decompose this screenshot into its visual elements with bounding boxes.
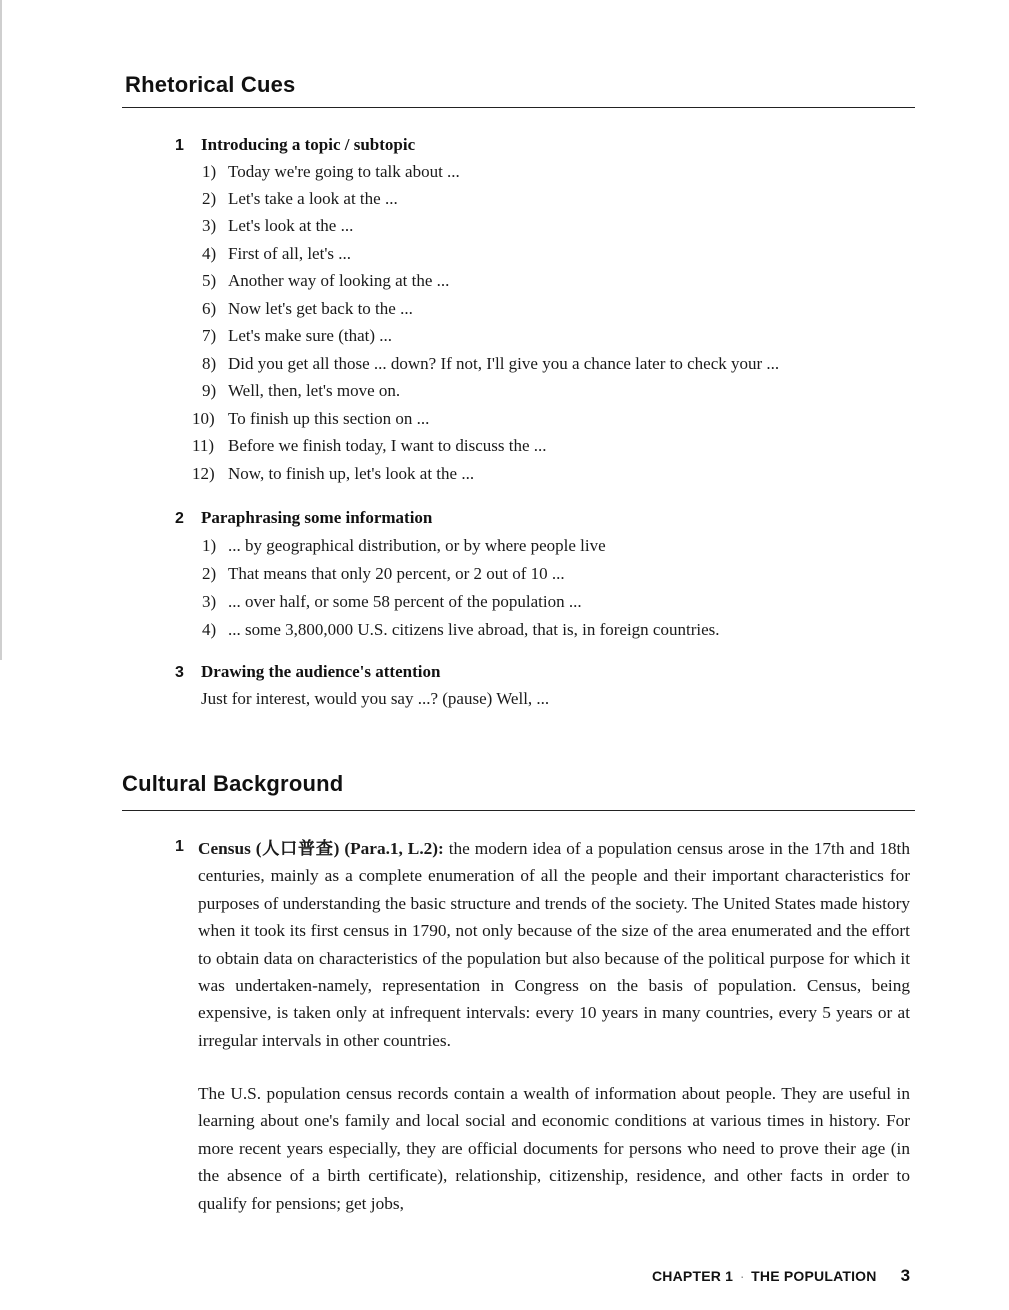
attention-example-text: Just for interest, would you say ...? (pause) Well, ... — [201, 689, 550, 708]
subsection-number: 3 — [175, 664, 184, 681]
list-item — [188, 189, 398, 209]
list-item-text: Well, then, let's move on. — [228, 381, 401, 400]
list-item-number: 12) — [192, 464, 215, 483]
census-paragraph-2: The U.S. population census records contain a wealth of information about people. They are useful in learning about one's family and local social and economic conditions at various times in history. For more recent years especially, they are official documents for persons who need to prove their age (in the absence of a birth certificate), relationship, citizenship, residence, and other facts in order to qualify for pensions; get jobs, — [198, 1084, 910, 1213]
page-number: 3 — [900, 1266, 911, 1285]
subsection-heading-text: Introducing a topic / subtopic — [201, 135, 416, 154]
list-item-text: ... by geographical distribution, or by where people live — [228, 536, 606, 555]
list-item-number: 3) — [202, 592, 217, 611]
list-item — [188, 564, 565, 584]
list-item — [188, 536, 606, 556]
list-item-text: Today we're going to talk about ... — [228, 162, 460, 181]
footer-chapter-title: THE POPULATION — [751, 1268, 877, 1284]
subsection-heading-1 — [175, 135, 415, 155]
subsection-heading-text: Drawing the audience's attention — [201, 662, 441, 681]
list-item — [188, 216, 353, 236]
list-item-number: 10) — [192, 409, 215, 428]
list-item-text: That means that only 20 percent, or 2 out of 10 ... — [228, 564, 565, 583]
list-item-text: Now let's get back to the ... — [228, 299, 413, 318]
list-item — [188, 436, 547, 456]
list-item — [188, 381, 400, 401]
subsection-number: 2 — [175, 510, 184, 527]
list-item-text: Before we finish today, I want to discuss the ... — [228, 436, 547, 455]
list-item-number: 7) — [202, 326, 217, 345]
section-rule — [122, 810, 915, 811]
census-term: Census (人口普查) (Para.1, L.2): — [198, 839, 444, 858]
section-rule — [122, 107, 915, 108]
page-footer — [652, 1266, 910, 1286]
list-item — [188, 620, 720, 640]
list-item-number: 9) — [202, 381, 217, 400]
list-item-number: 4) — [202, 620, 217, 639]
census-definition: the modern idea of a population census arose in the 17th and 18th centuries, mainly as a complete enumeration of all the people and their important characteristics for purposes of understanding the basic structure and trends of the society. The United States made history when it took its first census in 1790, not only because of the size of the area enumerated and the effort to obtain data on characteristics of the population but also because of the political purpose for which it was undertaken-namely, representation in Congress on the basis of population. Census, being expensive, is taken only at infrequent intervals: every 10 years in many countries, every 5 years or at irregular intervals in other countries. — [198, 839, 910, 1050]
list-item-text: Another way of looking at the ... — [228, 271, 450, 290]
subsection-heading-2 — [175, 508, 432, 528]
list-item — [188, 354, 779, 374]
list-item-number: 1) — [202, 162, 217, 181]
list-item-text: To finish up this section on ... — [228, 409, 430, 428]
census-paragraph-1 — [198, 835, 910, 1054]
section-title-rhetorical-cues: Rhetorical Cues — [125, 72, 296, 97]
list-item-text: ... some 3,800,000 U.S. citizens live abroad, that is, in foreign countries. — [228, 620, 720, 639]
list-item-number: 1) — [202, 536, 217, 555]
list-item-number: 2) — [202, 564, 217, 583]
list-item-text: Did you get all those ... down? If not, I'll give you a chance later to check your ... — [228, 354, 780, 373]
list-item-number: 8) — [202, 354, 217, 373]
section-title-cultural-background: Cultural Background — [122, 771, 344, 796]
scan-edge — [0, 0, 2, 660]
list-item-text: ... over half, or some 58 percent of the population ... — [228, 592, 582, 611]
list-item — [188, 244, 351, 264]
list-item-text: First of all, let's ... — [228, 244, 352, 263]
list-item — [188, 299, 413, 319]
list-item-number: 6) — [202, 299, 217, 318]
list-item-text: Now, to finish up, let's look at the ... — [228, 464, 475, 483]
list-item-number: 3) — [202, 216, 217, 235]
list-item-number: 5) — [202, 271, 217, 290]
subsection-number: 1 — [175, 137, 184, 154]
list-item — [188, 464, 474, 484]
footer-chapter: CHAPTER 1 — [652, 1268, 734, 1284]
list-item — [188, 162, 460, 182]
list-item — [188, 592, 582, 612]
subsection-heading-text: Paraphrasing some information — [201, 508, 433, 527]
list-item-number: 2) — [202, 189, 217, 208]
list-item-text: Let's take a look at the ... — [228, 189, 398, 208]
list-item-text: Let's look at the ... — [228, 216, 354, 235]
list-item-number: 4) — [202, 244, 217, 263]
list-item-number: 11) — [192, 436, 215, 455]
list-item — [188, 409, 429, 429]
cultural-item-number: 1 — [175, 838, 184, 855]
subsection-heading-3 — [175, 662, 440, 682]
list-item — [188, 326, 392, 346]
list-item — [188, 271, 449, 291]
footer-separator: · — [739, 1268, 745, 1284]
list-item-text: Let's make sure (that) ... — [228, 326, 393, 345]
